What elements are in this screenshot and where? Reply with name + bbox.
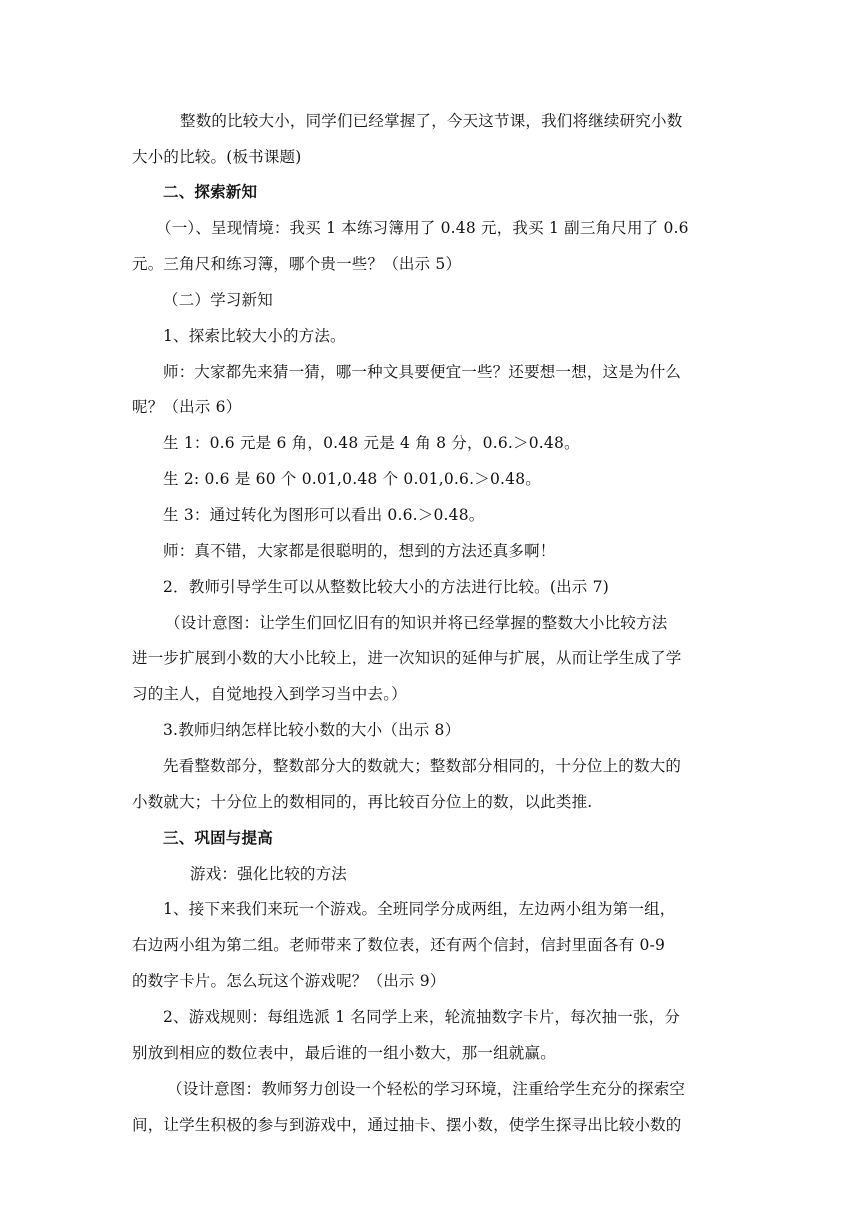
text-line: 生 3：通过转化为图形可以看出 0.6.＞0.48。 [163,506,485,524]
text-line: 先看整数部分，整数部分大的数就大；整数部分相同的，十分位上的数大的 [163,757,682,775]
text-line: 生 2: 0.6 是 60 个 0.01,0.48 个 0.01,0.6.＞0.48。 [163,470,541,488]
text-line: 小数就大；十分位上的数相同的，再比较百分位上的数，以此类推. [132,793,593,811]
section-heading: 二、探索新知 [163,182,258,201]
text-line: 游戏：强化比较的方法 [190,865,348,883]
text-line: 呢？（出示 6） [132,398,242,416]
text-line: 元。三角尺和练习簿，哪个贵一些？（出示 5） [132,255,462,273]
text-line: 生 1：0.6 元是 6 角，0.48 元是 4 角 8 分，0.6.＞0.48。 [163,434,580,452]
text-line: 2、游戏规则：每组选派 1 名同学上来，轮流抽数字卡片，每次抽一张，分 [163,1008,681,1026]
text-line: （设计意图：教师努力创设一个轻松的学习环境，注重给学生充分的探索空 [167,1080,686,1098]
text-line: 进一步扩展到小数的大小比较上，进一次知识的延伸与扩展，从而让学生成了学 [132,649,682,667]
subsection-heading: （二）学习新知 [163,291,273,309]
text-line: 大小的比较。(板书课题) [132,148,302,166]
text-line: （设计意图：让学生们回忆旧有的知识并将已经掌握的整数大小比较方法 [165,614,668,632]
text-line: 3.教师归纳怎样比较小数的大小（出示 8） [163,721,461,739]
text-line: 整数的比较大小，同学们已经掌握了，今天这节课，我们将继续研究小数 [180,112,683,130]
text-line: 习的主人，自觉地投入到学习当中去。） [132,685,407,703]
text-line: 间，让学生积极的参与到游戏中，通过抽卡、摆小数，使学生探寻出比较小数的 [132,1116,682,1134]
text-line: 师：真不错，大家都是很聪明的，想到的方法还真多啊！ [163,542,556,560]
text-line: 1、接下来我们来玩一个游戏。全班同学分成两组，左边两小组为第一组， [163,900,676,918]
text-line: 师：大家都先来猜一猜，哪一种文具要便宜一些？还要想一想，这是为什么 [163,363,682,381]
text-line: 2．教师引导学生可以从整数比较大小的方法进行比较。(出示 7) [163,578,609,596]
text-line: 右边两小组为第二组。老师带来了数位表，还有两个信封，信封里面各有 0-9 [132,936,666,954]
text-line: 1、探索比较大小的方法。 [163,327,346,345]
text-line: 别放到相应的数位表中，最后谁的一组小数大，那一组就赢。 [132,1044,556,1062]
text-line: 的数字卡片。怎么玩这个游戏呢？（出示 9） [132,972,446,990]
text-line: （一）、呈现情境：我买 1 本练习簿用了 0.48 元，我买 1 副三角尺用了 0.6 [156,219,689,237]
section-heading: 三、巩固与提高 [163,828,273,847]
